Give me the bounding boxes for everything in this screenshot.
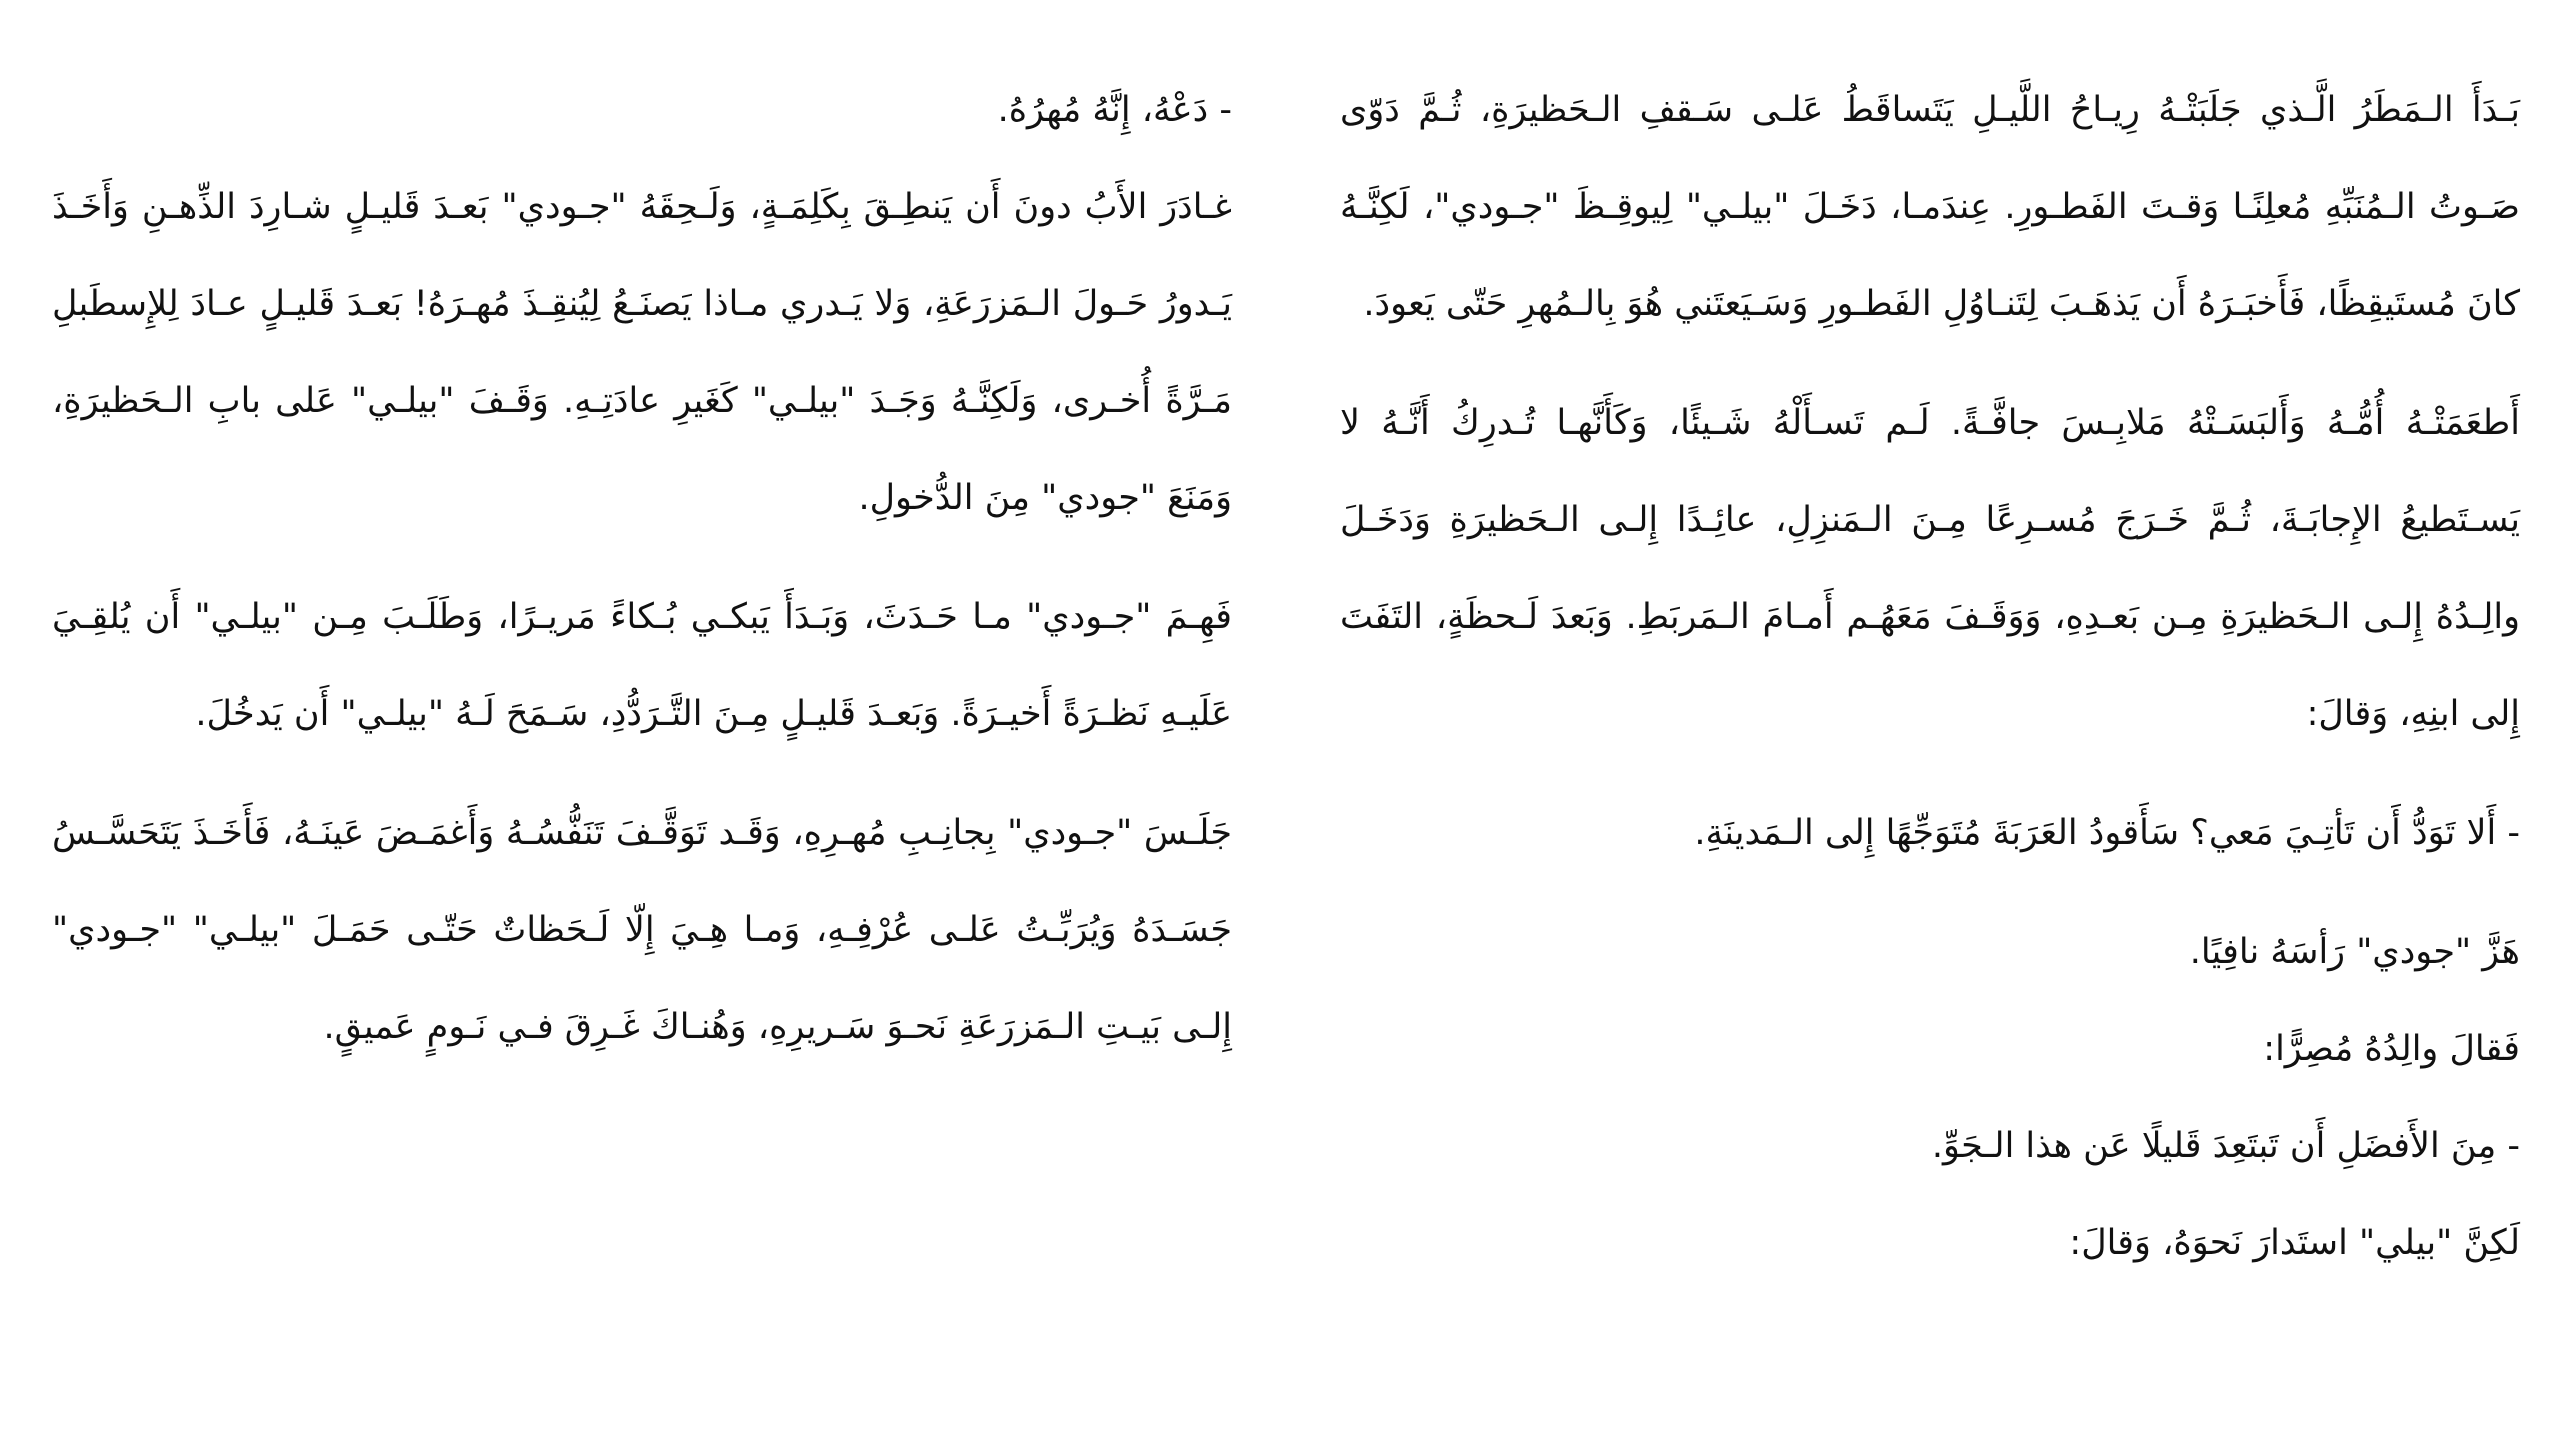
dialogue-father-advice: - مِنَ الأَفضَلِ أَن تَبتَعِدَ قَليلًا عَن هذا الـجَوِّ. — [1931, 1126, 2520, 1166]
right-text-column — [1340, 62, 2520, 1292]
paragraph-mother-feeds: أَطعَمَتْـهُ أُمُّـهُ وَأَلبَسَـتْهُ مَلابِـسَ جافَّـةً. لَـم تَسـأَلْهُ شَـيئًا، وَكَأَنَّهـا تُـدرِكُ أَنَّـهُ لا يَسـتَطيعُ الإِجابَـةَ، ثُـمَّ خَـرَجَ مُسـرِعًا مِـنَ الـمَنزِلِ، عائِـدًا إِلـى الـحَظيرَةِ وَدَخَـلَ والِـدُهُ إِلـى الـحَظيرَةِ مِـن بَعـدِهِ، وَوَقَـفَ مَعَهُـم أَمـامَ الـمَربَطِ. وَبَعدَ لَـحظَةٍ، التَفَتَ إِلى ابنِهِ، وَقالَ: — [1340, 403, 2520, 734]
paragraph-jody-understands: فَهِـمَ "جـودي" مـا حَـدَثَ، وَبَـدَأَ يَبكـي بُـكاءً مَريـرًا، وَطَلَـبَ مِـن "بيلـي" أَن يُلقِـيَ عَلَيـهِ نَظـرَةً أَخيـرَةً. وَبَعـدَ قَليـلٍ مِـنَ التَّـرَدُّدِ، سَـمَحَ لَـهُ "بيلـي" أَن يَدخُلَ. — [52, 597, 1232, 734]
paragraph-rain-morning: بَـدَأَ الـمَطَرُ الَّـذي جَلَبَتْـهُ رِيـاحُ اللَّيـلِ يَتَساقَطُ عَلـى سَـقفِ الـحَظيرَةِ، ثُـمَّ دَوّى صَـوتُ الـمُنَبِّهِ مُعلِنًـا وَقـتَ الفَطـورِ. عِندَمـا، دَخَـلَ "بيلـي" لِيوقِـظَ "جـودي"، لَكِنَّـهُ كانَ مُستَيقِظًا، فَأَخبَـرَهُ أَن يَذهَـبَ لِتَنـاوُلِ الفَطـورِ وَسَـيَعتَني هُوَ بِالـمُهرِ حَتّى يَعودَ. — [1340, 90, 2520, 324]
left-text-column — [52, 62, 1232, 1098]
paragraph-father-leaves: غـادَرَ الأَبُ دونَ أَن يَنطِـقَ بِكَلِمَـةٍ، وَلَـحِقَهُ "جـودي" بَعـدَ قَليـلٍ شـارِدَ الذِّهـنِ وَأَخَـذَ يَـدورُ حَـولَ الـمَزرَعَةِ، وَلا يَـدري مـاذا يَصنَـعُ لِيُنقِـذَ مُهـرَهُ! بَعـدَ قَليـلٍ عـادَ لِلإِسطَبلِ مَـرَّةً أُخـرى، وَلَكِنَّـهُ وَجَـدَ "بيلـي" كَغَيرِ عادَتِـهِ. وَقَـفَ "بيلـي" عَلى بابِ الـحَظيرَةِ، وَمَنَعَ "جودي" مِنَ الدُّخولِ. — [52, 187, 1232, 518]
dialogue-father-question: - أَلا تَوَدُّ أَن تَأتِـيَ مَعي؟ سَأَقودُ العَرَبَةَ مُتَوَجِّهًا إِلى الـمَدينَةِ. — [1694, 813, 2520, 853]
dialogue-billy-reply: - دَعْهُ، إِنَّهُ مُهرُهُ. — [997, 90, 1232, 130]
paragraph-billy-turns: لَكِنَّ "بيلي" استَدارَ نَحوَهُ، وَقالَ: — [2069, 1223, 2520, 1263]
paragraph-jody-shakes-head: هَزَّ "جودي" رَأسَهُ نافِيًا. — [2189, 932, 2520, 972]
paragraph-jody-sits: جَلَـسَ "جـودي" بِجانِـبِ مُهـرِهِ، وَقَـد تَوَقَّـفَ تَنَفُّسُـهُ وَأَغمَـضَ عَينَـهُ، فَأَخَـذَ يَتَحَسَّـسُ جَسَـدَهُ وَيُرَبِّـتُ عَلـى عُرْفِـهِ، وَمـا هِـيَ إِلّا لَـحَظاتٌ حَتّـى حَمَـلَ "بيلـي" "جـودي" إِلـى بَيـتِ الـمَزرَعَةِ نَحـوَ سَـريرِهِ، وَهُنـاكَ غَـرِقَ فـي نَـومٍ عَميقٍ. — [52, 813, 1232, 1047]
paragraph-father-insists: فَقالَ والِدُهُ مُصِرًّا: — [2263, 1029, 2520, 1069]
